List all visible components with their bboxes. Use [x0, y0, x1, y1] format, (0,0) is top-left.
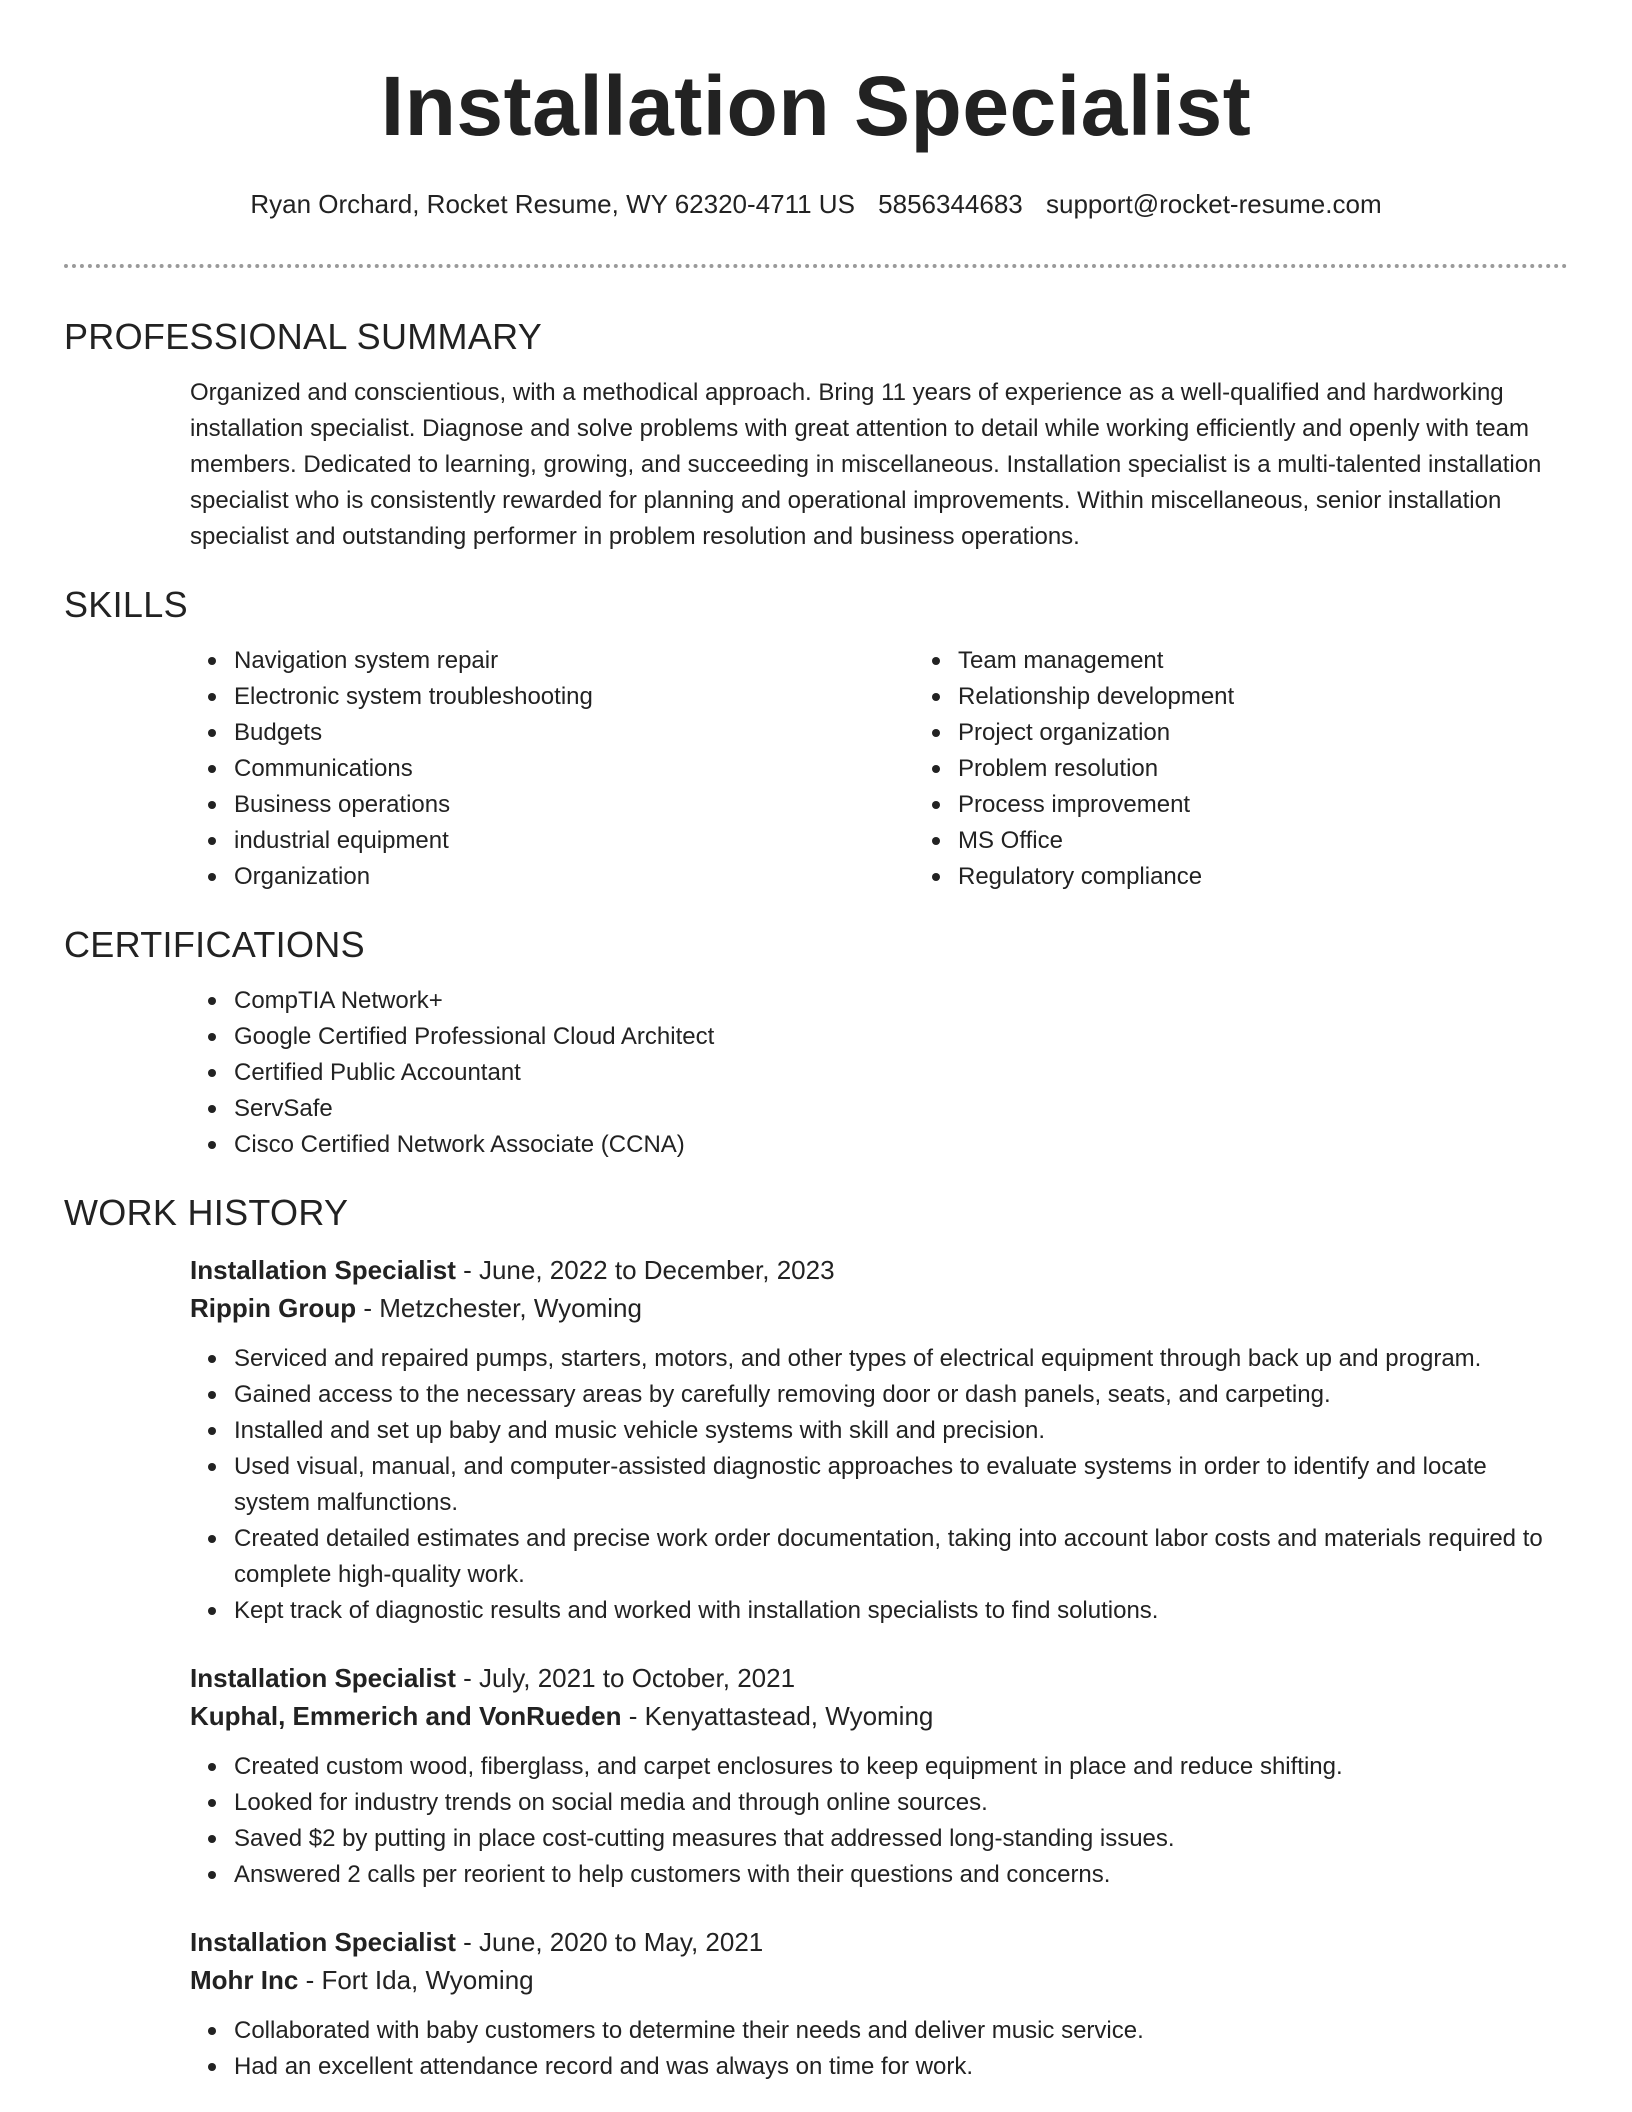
job-duty: Kept track of diagnostic results and worked with installation specialists to find solutions. — [234, 1593, 1568, 1629]
skill-item: industrial equipment — [234, 823, 914, 859]
skill-item: Team management — [958, 643, 1632, 679]
skill-item: Relationship development — [958, 679, 1632, 715]
header-divider — [64, 264, 1568, 268]
job-location: - Metzchester, Wyoming — [356, 1293, 642, 1323]
job-location: - Fort Ida, Wyoming — [298, 1965, 534, 1995]
job-duty: Looked for industry trends on social media and through online sources. — [234, 1785, 1568, 1821]
job-dates: - July, 2021 to October, 2021 — [455, 1663, 796, 1693]
job-duty: Created custom wood, fiberglass, and carpet enclosures to keep equipment in place and reduce shifting. — [234, 1749, 1568, 1785]
skill-item: Problem resolution — [958, 751, 1632, 787]
skill-item: Project organization — [958, 715, 1632, 751]
skill-item: Navigation system repair — [234, 643, 914, 679]
job-duty: Gained access to the necessary areas by carefully removing door or dash panels, seats, and carpeting. — [234, 1377, 1568, 1413]
certifications-section — [64, 923, 1568, 1163]
job-dates: - June, 2022 to December, 2023 — [455, 1255, 835, 1285]
skill-item: Process improvement — [958, 787, 1632, 823]
job-company-line — [190, 1697, 1568, 1735]
contact-line — [64, 188, 1568, 220]
job-company: Rippin Group — [190, 1293, 357, 1323]
summary-section — [64, 315, 1568, 555]
skills-section — [64, 583, 1568, 895]
certification-item: ServSafe — [234, 1091, 1568, 1127]
skill-item: Communications — [234, 751, 914, 787]
job-title: Installation Specialist — [190, 1255, 456, 1285]
job-title: Installation Specialist — [190, 1927, 456, 1957]
certification-item: Google Certified Professional Cloud Architect — [234, 1019, 1568, 1055]
job-entry — [190, 1923, 1568, 2085]
job-company-line — [190, 1961, 1568, 1999]
skill-item: Organization — [234, 859, 914, 895]
job-company: Kuphal, Emmerich and VonRueden — [190, 1701, 622, 1731]
skills-heading: SKILLS — [64, 584, 188, 625]
job-title-line — [190, 1251, 1568, 1289]
job-duty: Used visual, manual, and computer-assisted diagnostic approaches to evaluate systems in order to identify and locate system malfunctions. — [234, 1449, 1568, 1521]
job-title-line — [190, 1659, 1568, 1697]
job-entry — [190, 1251, 1568, 1629]
contact-email: support@rocket-resume.com — [1046, 189, 1382, 219]
job-title: Installation Specialist — [190, 1663, 456, 1693]
job-duty: Collaborated with baby customers to determine their needs and deliver music service. — [234, 2013, 1568, 2049]
certification-item: Certified Public Accountant — [234, 1055, 1568, 1091]
skills-grid — [190, 643, 1568, 895]
job-duty: Had an excellent attendance record and was always on time for work. — [234, 2049, 1568, 2085]
job-duties-list — [190, 2013, 1568, 2085]
skill-item: Electronic system troubleshooting — [234, 679, 914, 715]
contact-address: Ryan Orchard, Rocket Resume, WY 62320-4711 US — [250, 189, 855, 219]
job-location: - Kenyattastead, Wyoming — [621, 1701, 934, 1731]
certification-item: Cisco Certified Network Associate (CCNA) — [234, 1127, 1568, 1163]
job-company: Mohr Inc — [190, 1965, 299, 1995]
job-duties-list — [190, 1749, 1568, 1893]
job-dates: - June, 2020 to May, 2021 — [455, 1927, 764, 1957]
certifications-list — [190, 983, 1568, 1163]
job-duty: Installed and set up baby and music vehicle systems with skill and precision. — [234, 1413, 1568, 1449]
work-history-heading: WORK HISTORY — [64, 1192, 349, 1233]
certifications-heading: CERTIFICATIONS — [64, 924, 365, 965]
job-duty: Saved $2 by putting in place cost-cutting measures that addressed long-standing issues. — [234, 1821, 1568, 1857]
skills-list-left — [190, 643, 914, 895]
skill-item: MS Office — [958, 823, 1632, 859]
contact-phone: 5856344683 — [878, 189, 1023, 219]
job-title-line — [190, 1923, 1568, 1961]
skill-item: Business operations — [234, 787, 914, 823]
job-duties-list — [190, 1341, 1568, 1629]
skills-list-right — [914, 643, 1632, 895]
skill-item: Regulatory compliance — [958, 859, 1632, 895]
job-entry — [190, 1659, 1568, 1893]
skill-item: Budgets — [234, 715, 914, 751]
job-duty: Serviced and repaired pumps, starters, motors, and other types of electrical equipment through back up and program. — [234, 1341, 1568, 1377]
resume-title: Installation Specialist — [380, 59, 1252, 153]
job-company-line — [190, 1289, 1568, 1327]
summary-heading: PROFESSIONAL SUMMARY — [64, 316, 543, 357]
job-duty: Answered 2 calls per reorient to help customers with their questions and concerns. — [234, 1857, 1568, 1893]
certification-item: CompTIA Network+ — [234, 983, 1568, 1019]
work-history-section — [64, 1191, 1568, 2085]
summary-text: Organized and conscientious, with a methodical approach. Bring 11 years of experience as a well-qualified and hardworking installation specialist. Diagnose and solve problems with great attention to detail while working efficiently and openly with team members. Dedicated to learning, growing, and succeeding in miscellaneous. Installation specialist is a multi-talented installation specialist who is consistently rewarded for planning and operational improvements. Within miscellaneous, senior installation specialist and outstanding performer in problem resolution and business operations. — [190, 379, 1542, 550]
job-duty: Created detailed estimates and precise work order documentation, taking into account labor costs and materials required to complete high-quality work. — [234, 1521, 1568, 1593]
